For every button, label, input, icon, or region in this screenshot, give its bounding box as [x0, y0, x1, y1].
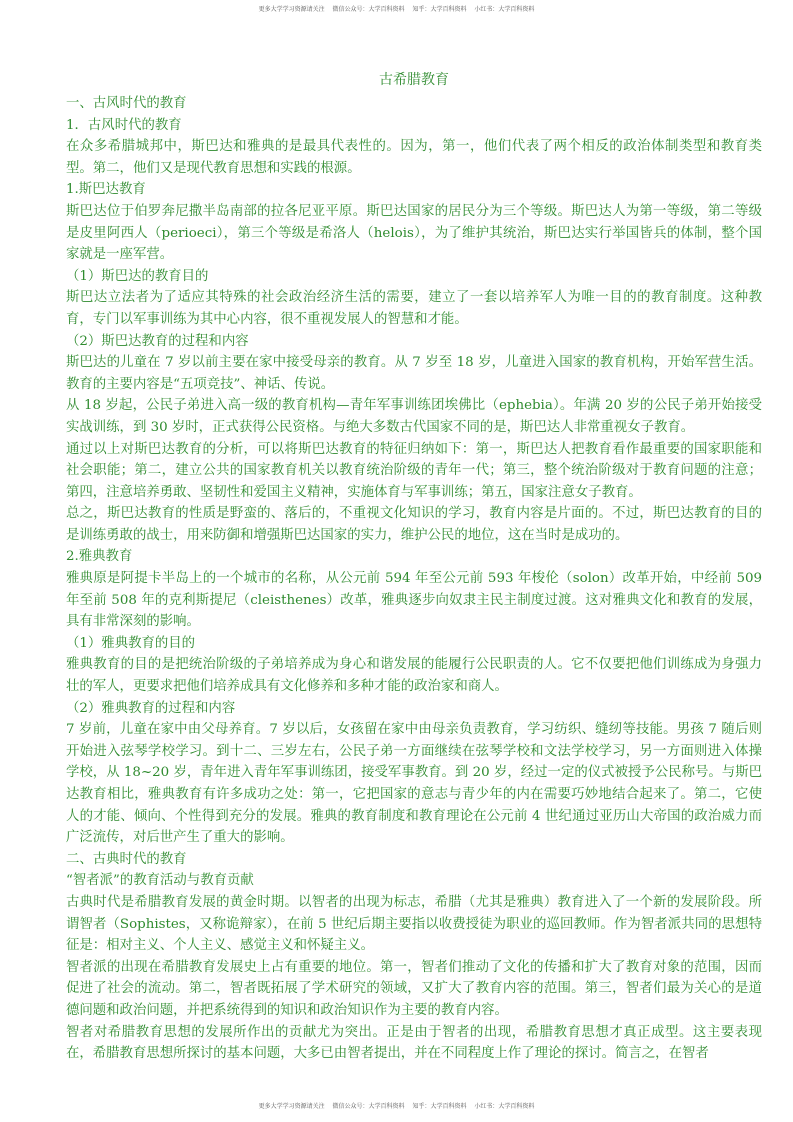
paragraph-intro: 在众多希腊城邦中，斯巴达和雅典的是最具代表性的。因为，第一，他们代表了两个相反的政治体制类型和教育类型。第二，他们又是现代教育思想和实践的根源。 — [66, 139, 762, 176]
paragraph-athens-process: 7 岁前，儿童在家中由父母养育。7 岁以后，女孩留在家中由母亲负责教育，学习纺织、缝纫等技能。男孩 7 随后则开始进入弦琴学校学习。到十二、三岁左右，公民子弟一方面继续在弦琴学校和文法学校学习，另一方面则进入体操学校，从 18~20 岁，青年进入青年军事训练团，接受军事教育。到 20 岁，经过一定的仪式被授予公民称号。与斯巴达教育相比，雅典教育有许多成功之处：第一，它把国家的意志与青少年的内在需要巧妙地结合起来了。第二，它使人的才能、倾向、个性得到充分的发展。雅典的教育制度和教育理论在公元前 4 世纪通过亚历山大帝国的政治威力而广泛流传，对后世产生了重大的影响。 — [66, 722, 762, 846]
paragraph-sparta-aim: 斯巴达立法者为了适应其特殊的社会政治经济生活的需要，建立了一套以培养军人为唯一目的的教育制度。这种教育，专门以军事训练为其中心内容，很不重视发展人的智慧和才能。 — [66, 290, 762, 327]
paragraph-sophists-role: 智者派的出现在希腊教育发展史上占有重要的地位。第一，智者们推动了文化的传播和扩大了教育对象的范围，因而促进了社会的流动。第二，智者既拓展了学术研究的领域，又扩大了教育内容的范围。第三，智者们最为关心的是道德问题和政治问题，并把系统得到的知识和政治知识作为主要的教育内容。 — [66, 959, 762, 1018]
paragraph-sophists-contribution: 智者对希腊教育思想的发展所作出的贡献尤为突出。正是由于智者的出现，希腊教育思想才真正成型。这主要表现在，希腊教育思想所探讨的基本问题，大多已由智者提出，并在不同程度上作了理论的探讨。简言之，在智者 — [66, 1024, 762, 1062]
heading-sparta-process: （2）斯巴达教育的过程和内容 — [66, 333, 249, 349]
page-footer-note: 更多大学学习资源请关注 微信公众号：大学百科资料 知乎：大学百科资料 小红书：大学百科资料 — [258, 1103, 535, 1110]
paragraph-sparta-intro: 斯巴达位于伯罗奔尼撒半岛南部的拉各尼亚平原。斯巴达国家的居民分为三个等级。斯巴达人为第一等级，第二等级是皮里阿西人（perioeci），第三个等级是希洛人（helois），为了维护其统治，斯巴达实行举国皆兵的体制，整个国家就是一座军营。 — [66, 203, 762, 263]
paragraph-sparta-features: 通过以上对斯巴达教育的分析，可以将斯巴达教育的特征归纳如下：第一，斯巴达人把教育看作最重要的国家职能和社会职能；第二，建立公共的国家教育机关以教育统治阶级的青年一代；第三，整个统治阶级对于教育问题的注意；第四，注意培养勇敢、坚韧性和爱国主义精神，实施体育与军事训练；第五，国家注意女子教育。 — [66, 441, 762, 500]
page-header-note: 更多大学学习资源请关注 微信公众号：大学百科资料 知乎：大学百科资料 小红书：大学百科资料 — [258, 6, 535, 13]
paragraph-athens-aim: 雅典教育的目的是把统治阶级的子弟培养成为身心和谐发展的能履行公民职责的人。它不仅要把他们训练成为身强力壮的军人，更要求把他们培养成具有文化修养和多种才能的政治家和商人。 — [66, 657, 762, 695]
paragraph-athens-intro: 雅典原是阿提卡半岛上的一个城市的名称，从公元前 594 年至公元前 593 年梭伦（solon）改革开始，中经前 509 年至前 508 年的克利斯提尼（cleisthenes）改革，雅典逐步向奴隶主民主制度过渡。这对雅典文化和教育的发展，具有非常深刻的影响。 — [66, 571, 762, 630]
section-heading-archaic: 一、古风时代的教育 — [66, 96, 187, 111]
heading-sparta-aim: （1）斯巴达的教育目的 — [66, 268, 209, 284]
section-heading-classical: 二、古典时代的教育 — [66, 851, 187, 867]
paragraph-sparta-summary: 总之，斯巴达教育的性质是野蛮的、落后的，不重视文化知识的学习，教育内容是片面的。不过，斯巴达教育的目的是训练勇敢的战士，用来防御和增强斯巴达国家的实力，维护公民的地位，这在当时是成功的。 — [66, 506, 762, 543]
paragraph-sparta-children: 斯巴达的儿童在 7 岁以前主要在家中接受母亲的教育。从 7 岁至 18 岁，儿童进入国家的教育机构，开始军营生活。教育的主要内容是“五项竞技”、神话、传说。 — [66, 355, 762, 392]
heading-athens: 2.雅典教育 — [66, 549, 133, 565]
paragraph-sparta-ephebia: 从 18 岁起，公民子弟进入高一级的教育机构—青年军事训练团埃佛比（ephebia）。年满 20 岁的公民子弟开始接受实战训练，到 30 岁时，正式获得公民资格。与绝大多数古代国家不同的是，斯巴达人非常重视女子教育。 — [66, 398, 762, 435]
heading-sophists: “智者派”的教育活动与教育贡献 — [66, 873, 254, 889]
heading-athens-process: （2）雅典教育的过程和内容 — [66, 700, 236, 716]
paragraph-sophists-intro: 古典时代是希腊教育发展的黄金时期。以智者的出现为标志，希腊（尤其是雅典）教育进入了一个新的发展阶段。所谓智者（Sophistes，又称诡辩家），在前 5 世纪后期主要指以收费授徒为职业的巡回教师。作为智者派共同的思想特征是：相对主义、个人主义、感觉主义和怀疑主义。 — [66, 894, 762, 954]
heading-athens-aim: （1）雅典教育的目的 — [66, 635, 196, 651]
document-title: 古希腊教育 — [379, 72, 449, 88]
subheading-archaic-education: 1．古风时代的教育 — [66, 117, 182, 133]
heading-sparta: 1.斯巴达教育 — [66, 182, 146, 198]
document-body — [66, 70, 762, 1065]
